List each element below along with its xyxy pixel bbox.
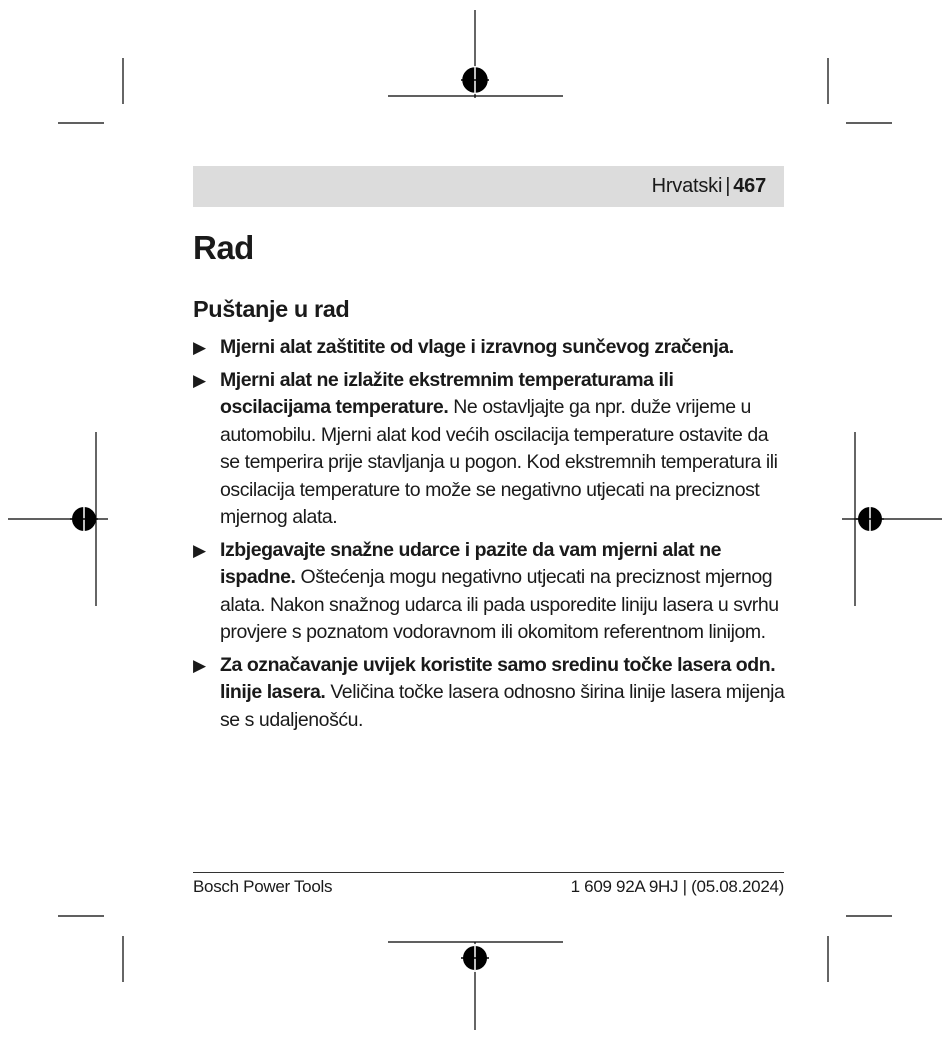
bullet-text: Veličina točke lasera odnosno širina linije lasera mijenja se s udaljenošću. — [220, 681, 785, 731]
list-item — [193, 652, 788, 735]
triangle-bullet-icon: ▶ — [193, 655, 206, 675]
bullet-bold-text: Mjerni alat zaštitite od vlage i izravnog sunčevog zračenja. — [220, 336, 734, 358]
header-label — [652, 175, 766, 197]
list-item — [193, 367, 788, 532]
bullet-bold-text: Izbjegavajte snažne udarce i pazite da vam mjerni alat ne ispadne. — [220, 538, 722, 588]
triangle-bullet-icon: ▶ — [193, 370, 206, 390]
triangle-bullet-icon: ▶ — [193, 338, 206, 357]
registration-target-icon — [70, 505, 98, 533]
instruction-list — [193, 334, 788, 739]
header-language: Hrvatski — [651, 175, 723, 197]
bullet-bold-text: Za označavanje uvijek koristite samo sredinu točke lasera odn. linije lasera. — [220, 653, 776, 703]
page-number: 467 — [733, 175, 766, 197]
list-item — [193, 537, 788, 647]
footer-publisher: Bosch Power Tools — [193, 877, 333, 896]
footer-divider — [193, 872, 784, 873]
header-separator: | — [725, 175, 731, 197]
footer-document-id: 1 609 92A 9HJ | (05.08.2024) — [570, 877, 784, 896]
subsection-title: Puštanje u rad — [193, 296, 350, 322]
bullet-text: Oštećenja mogu negativno utjecati na preciznost mjernog alata. Nakon snažnog udarca ili pada usporedite liniju lasera u svrhu provjere s poznatom vodoravnom ili okomitom referentnom linijom. — [220, 566, 779, 643]
triangle-bullet-icon: ▶ — [193, 540, 206, 560]
list-item — [193, 334, 788, 362]
registration-target-icon — [461, 66, 489, 94]
registration-target-icon — [461, 944, 489, 972]
bullet-bold-text: Mjerni alat ne izlažite ekstremnim temperaturama ili oscilacijama temperature. — [220, 368, 674, 418]
bullet-text: Ne ostavljajte ga npr. duže vrijeme u automobilu. Mjerni alat kod većih oscilacija temperature ostavite da se temperira prije stavljanja u pogon. Kod ekstremnih temperatura ili oscilacija temperature to može se negativno utjecati na preciznost mjernog alata. — [220, 396, 778, 528]
page-header — [193, 166, 784, 207]
section-title: Rad — [193, 229, 254, 266]
registration-target-icon — [856, 505, 884, 533]
